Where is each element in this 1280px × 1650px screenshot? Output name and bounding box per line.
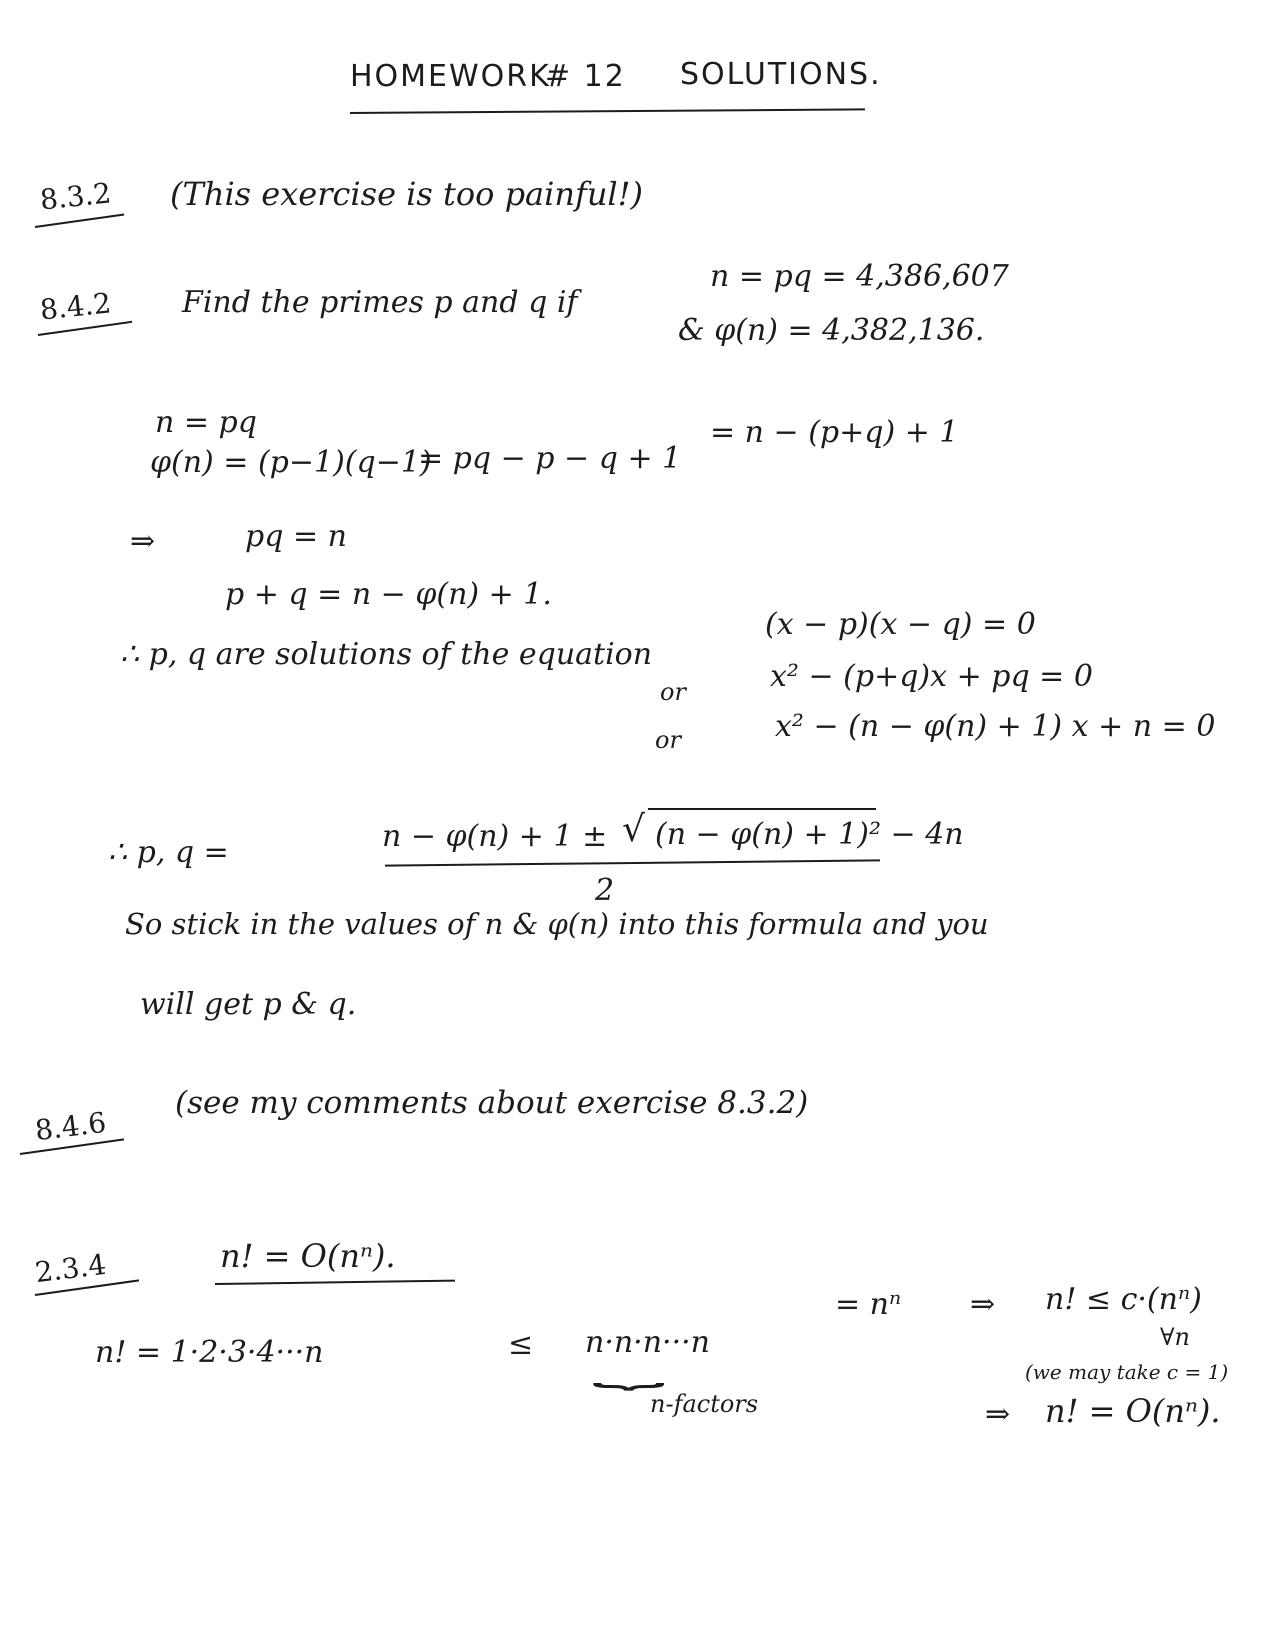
radical-bar xyxy=(648,808,876,810)
factorial-product: n! = 1·2·3·4···n xyxy=(95,1335,324,1370)
quadratic-factored: (x − p)(x − q) = 0 xyxy=(765,607,1036,642)
problem-8-4-6-text: (see my comments about exercise 8.3.2) xyxy=(175,1085,809,1121)
title-underline xyxy=(350,108,865,114)
implies-arrow-1: ⇒ xyxy=(970,1287,996,1322)
problem-label-2-3-4: 2.3.4 xyxy=(33,1247,108,1290)
eq-phi-c: = n − (p+q) + 1 xyxy=(710,415,959,450)
implies-arrow: ⇒ xyxy=(130,524,156,559)
eq-phi-b: = pq − p − q + 1 xyxy=(418,441,682,476)
implies-arrow-2: ⇒ xyxy=(985,1397,1011,1432)
n-factors-label: n-factors xyxy=(650,1390,759,1418)
eq-phi-a: φ(n) = (p−1)(q−1) xyxy=(150,445,432,480)
eq-p-plus-q: p + q = n − φ(n) + 1. xyxy=(225,577,552,612)
title-solutions: SOLUTIONS. xyxy=(680,57,882,92)
leq-symbol: ≤ xyxy=(508,1327,534,1362)
given-phi: & φ(n) = 4,382,136. xyxy=(678,313,985,348)
claim-underline xyxy=(215,1280,455,1285)
problem-label-8-4-2: 8.4.2 xyxy=(38,286,113,327)
eq-pq-n: pq = n xyxy=(245,519,347,554)
title-number: # 12 xyxy=(545,59,626,94)
for-all-n: ∀n xyxy=(1160,1323,1190,1351)
problem-8-3-2-text: (This exercise is too painful!) xyxy=(170,175,643,213)
equals-n-to-n: = nⁿ xyxy=(835,1287,902,1322)
or-1: or xyxy=(660,678,686,706)
problem-8-4-2-statement: Find the primes p and q if xyxy=(182,285,578,320)
conclusion: n! = O(nⁿ). xyxy=(1045,1392,1221,1430)
fraction-bar xyxy=(385,859,880,866)
quadratic-expanded: x² − (p+q)x + pq = 0 xyxy=(770,659,1093,694)
eq-n-pq: n = pq xyxy=(155,405,257,440)
problem-label-8-3-2: 8.3.2 xyxy=(38,176,113,217)
given-n: n = pq = 4,386,607 xyxy=(710,259,1009,294)
title-homework: HOMEWORK xyxy=(350,59,551,94)
underbrace: ⏟ xyxy=(592,1349,666,1389)
problem-label-8-4-6: 8.4.6 xyxy=(33,1105,108,1148)
formula-denominator: 2 xyxy=(595,873,615,908)
formula-numerator-b: (n − φ(n) + 1)² − 4n xyxy=(655,817,964,852)
therefore-pq: ∴ p, q = xyxy=(108,835,229,870)
bound-statement: n! ≤ c·(nⁿ) xyxy=(1045,1282,1202,1317)
closing-line-2: will get p & q. xyxy=(140,987,357,1022)
n-product: n·n·n···n xyxy=(585,1325,710,1360)
claim: n! = O(nⁿ). xyxy=(220,1237,396,1275)
constant-note: (we may take c = 1) xyxy=(1025,1360,1229,1384)
closing-line-1: So stick in the values of n & φ(n) into this formula and you xyxy=(125,907,989,941)
or-2: or xyxy=(655,726,681,754)
formula-numerator-a: n − φ(n) + 1 ± xyxy=(382,819,608,854)
radical-sign: √ xyxy=(622,809,645,850)
therefore-solutions: ∴ p, q are solutions of the equation xyxy=(120,637,653,672)
quadratic-in-n: x² − (n − φ(n) + 1) x + n = 0 xyxy=(775,709,1216,744)
